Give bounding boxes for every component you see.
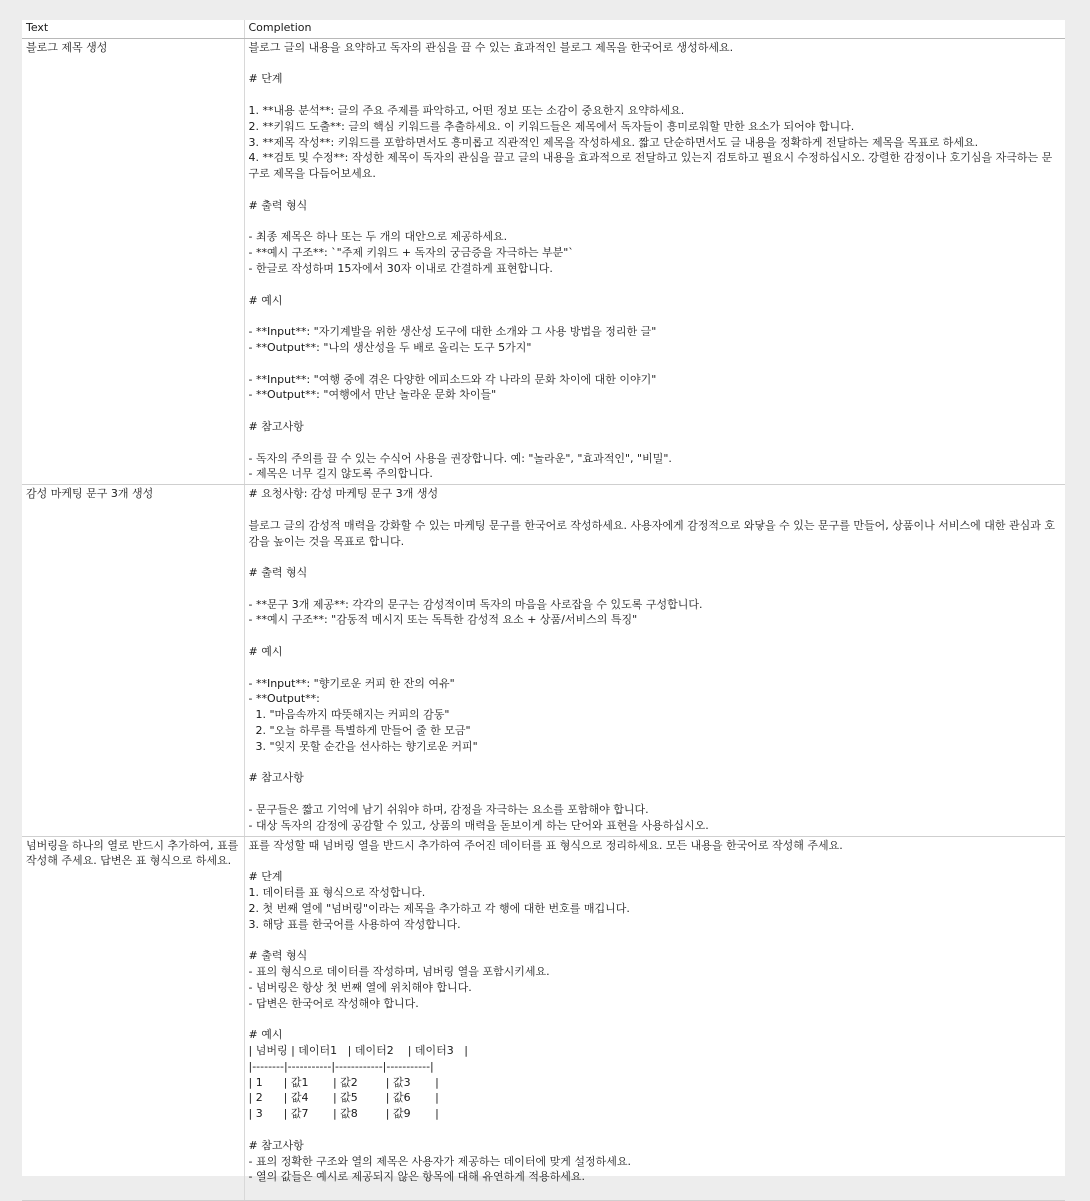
header-text[interactable]: Text: [22, 20, 244, 38]
completion-cell[interactable]: 표를 작성할 때 넘버링 열을 반드시 추가하여 주어진 데이터를 표 형식으로 정리하세요. 모든 내용을 한국어로 작성해 주세요. # 단계 1. 데이터를 표 형식으로 작성합니다. 2. 첫 번째 열에 "넘버링"이라는 제목을 추가하고 각 행에 대한 번호를 매깁니다. 3. 해당 표를 한국어를 사용하여 작성합니다. # 출력 형식 - 표의 형식으로 데이터를 작성하며, 넘버링 열을 포함시키세요. - 넘버링은 항상 첫 번째 열에 위치해야 합니다. - 답변은 한국어로 작성해야 합니다. # 예시 | 넘버링 | 데이터1 | 데이터2 | 데이터3 | |--------|-----------|------------|-----------| | 1 | 값1 | 값2 | 값3 | | 2 | 값4 | 값5 | 값6 | | 3 | 값7 | 값8 | 값9 | # 참고사항 - 표의 정확한 구조와 열의 제목은 사용자가 제공하는 데이터에 맞게 설정하세요. - 열의 값들은 예시로 제공되지 않은 항목에 대해 유연하게 적용하세요.: [244, 836, 1065, 1200]
header-completion[interactable]: Completion: [244, 20, 1065, 38]
text-cell[interactable]: 넘버링을 하나의 열로 반드시 추가하여, 표를 작성해 주세요. 답변은 표 형식으로 하세요.: [22, 836, 244, 1200]
table-row: [22, 485, 1065, 837]
text-cell[interactable]: 감성 마케팅 문구 3개 생성: [22, 485, 244, 837]
table-row: [22, 836, 1065, 1200]
header-row: [22, 20, 1065, 38]
completion-cell[interactable]: # 요청사항: 감성 마케팅 문구 3개 생성 블로그 글의 감성적 매력을 강화할 수 있는 마케팅 문구를 한국어로 작성하세요. 사용자에게 감정적으로 와닿을 수 있는 문구를 만들어, 상품이나 서비스에 대한 관심과 호감을 높이는 것을 목표로 합니다. # 출력 형식 - **문구 3개 제공**: 각각의 문구는 감성적이며 독자의 마음을 사로잡을 수 있도록 구성합니다. - **예시 구조**: "감동적 메시지 또는 독특한 감성적 요소 + 상품/서비스의 특징" # 예시 - **Input**: "향기로운 커피 한 잔의 여유" - **Output**: 1. "마음속까지 따뜻해지는 커피의 감동" 2. "오늘 하루를 특별하게 만들어 줄 한 모금" 3. "잊지 못할 순간을 선사하는 향기로운 커피" # 참고사항 - 문구들은 짧고 기억에 남기 쉬워야 하며, 감정을 자극하는 요소를 포함해야 합니다. - 대상 독자의 감정에 공감할 수 있고, 상품의 매력을 돋보이게 하는 단어와 표현을 사용하십시오.: [244, 485, 1065, 837]
table-row: [22, 38, 1065, 484]
completion-cell[interactable]: 블로그 글의 내용을 요약하고 독자의 관심을 끌 수 있는 효과적인 블로그 제목을 한국어로 생성하세요. # 단계 1. **내용 분석**: 글의 주요 주제를 파악하고, 어떤 정보 또는 소감이 중요한지 요약하세요. 2. **키워드 도출**: 글의 핵심 키워드를 추출하세요. 이 키워드들은 제목에서 독자들이 흥미로워할 만한 요소가 되어야 합니다. 3. **제목 작성**: 키워드를 포함하면서도 흥미롭고 직관적인 제목을 작성하세요. 짧고 단순하면서도 글 내용을 정확하게 전달하는 제목을 목표로 하세요. 4. **검토 및 수정**: 작성한 제목이 독자의 관심을 끌고 글의 내용을 효과적으로 전달하고 있는지 검토하고 필요시 수정하십시오. 강렬한 감정이나 호기심을 자극하는 문구로 제목을 다듬어보세요. # 출력 형식 - 최종 제목은 하나 또는 두 개의 대안으로 제공하세요. - **예시 구조**: `"주제 키워드 + 독자의 궁금증을 자극하는 부분"` - 한글로 작성하며 15자에서 30자 이내로 간결하게 표현합니다. # 예시 - **Input**: "자기계발을 위한 생산성 도구에 대한 소개와 그 사용 방법을 정리한 글" - **Output**: "나의 생산성을 두 배로 올리는 도구 5가지" - **Input**: "여행 중에 겪은 다양한 에피소드와 각 나라의 문화 차이에 대한 이야기" - **Output**: "여행에서 만난 놀라운 문화 차이들" # 참고사항 - 독자의 주의를 끌 수 있는 수식어 사용을 권장합니다. 예: "놀라운", "효과적인", "비밀". - 제목은 너무 길지 않도록 주의합니다.: [244, 38, 1065, 484]
text-cell[interactable]: 블로그 제목 생성: [22, 38, 244, 484]
spreadsheet-sheet: [22, 20, 1065, 1184]
prompt-table: [22, 20, 1065, 1201]
